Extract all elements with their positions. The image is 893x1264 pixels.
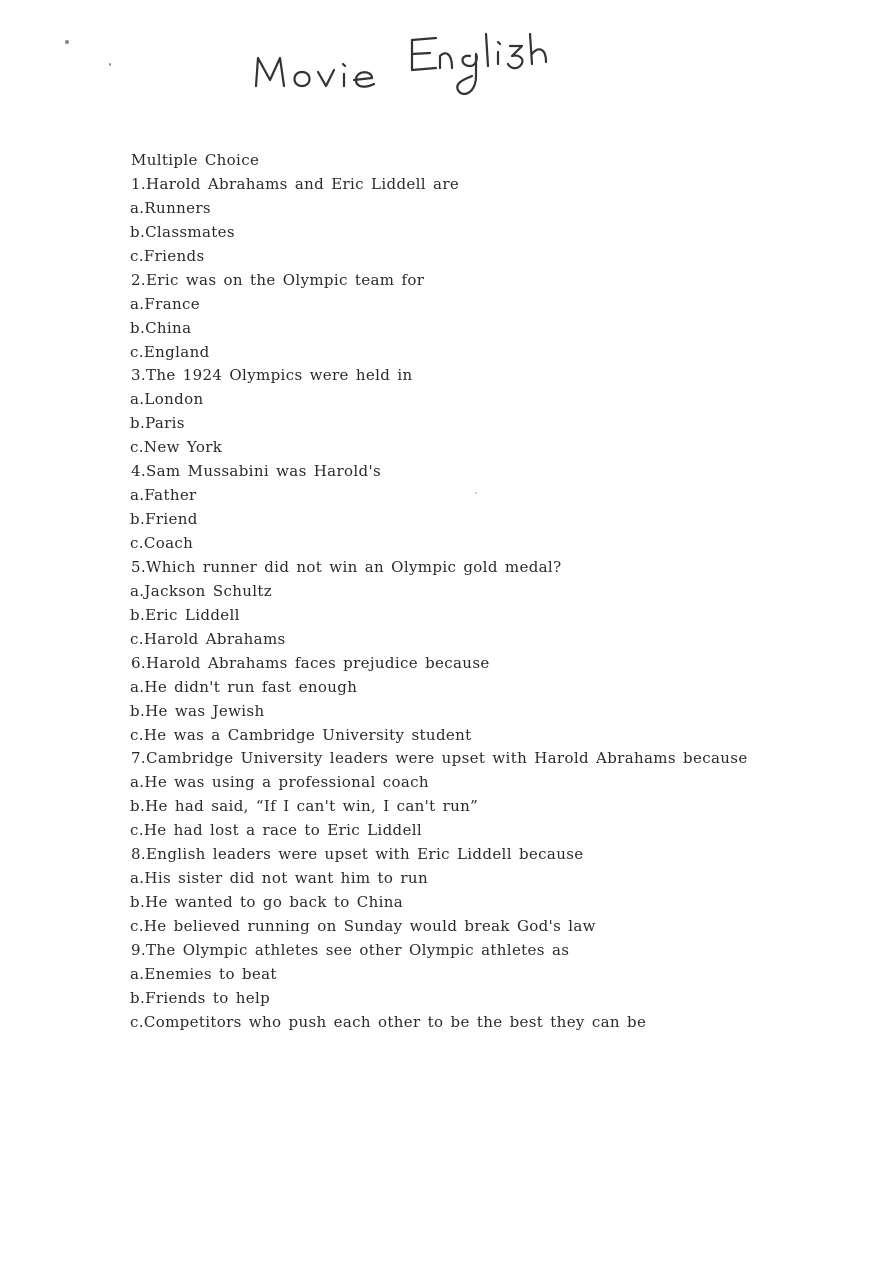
question-6-option-c: c.He was a Cambridge University student <box>130 725 472 744</box>
question-3-option-a: a.London <box>130 390 204 409</box>
question-3: 3.The 1924 Olympics were held in <box>131 366 413 385</box>
question-2-option-a: a.France <box>130 294 200 313</box>
question-8: 8.English leaders were upset with Eric Liddell because <box>131 845 584 864</box>
quiz-heading: Multiple Choice <box>131 151 260 169</box>
question-1: 1.Harold Abrahams and Eric Liddell are <box>131 174 460 193</box>
question-7-option-a: a.He was using a professional coach <box>130 773 429 792</box>
question-4-option-b: b.Friend <box>130 510 198 529</box>
question-5-option-b: b.Eric Liddell <box>130 605 240 624</box>
question-5-option-c: c.Harold Abrahams <box>130 629 286 648</box>
question-2-option-c: c.England <box>130 342 210 361</box>
question-9: 9.The Olympic athletes see other Olympic athletes as <box>131 940 570 959</box>
scan-speck <box>109 63 111 66</box>
question-8-option-a: a.His sister did not want him to run <box>130 869 428 888</box>
question-2-option-b: b.China <box>130 318 192 337</box>
question-6: 6.Harold Abrahams faces prejudice because <box>131 653 490 672</box>
question-2: 2.Eric was on the Olympic team for <box>131 270 425 289</box>
question-9-option-c: c.Competitors who push each other to be the best they can be <box>130 1012 647 1031</box>
question-3-option-c: c.New York <box>130 438 223 457</box>
scan-speck <box>65 40 69 44</box>
question-5: 5.Which runner did not win an Olympic gold medal? <box>131 557 562 576</box>
question-8-option-b: b.He wanted to go back to China <box>130 893 404 912</box>
quiz <box>131 149 871 1035</box>
handwritten-title <box>240 20 570 110</box>
question-9-option-b: b.Friends to help <box>130 988 271 1007</box>
question-9-option-a: a.Enemies to beat <box>130 964 277 983</box>
question-1-option-b: b.Classmates <box>130 222 235 241</box>
question-7: 7.Cambridge University leaders were upset with Harold Abrahams because <box>131 749 748 768</box>
question-7-option-c: c.He had lost a race to Eric Liddell <box>130 821 423 840</box>
handwritten-title-drawing <box>240 20 570 110</box>
question-6-option-b: b.He was Jewish <box>130 701 265 720</box>
question-4-option-a: a.Father <box>130 486 197 505</box>
question-4: 4.Sam Mussabini was Harold's <box>131 462 381 481</box>
question-7-option-b: b.He had said, “If I can't win, I can't run” <box>130 797 479 816</box>
question-1-option-c: c.Friends <box>130 246 205 265</box>
question-4-option-c: c.Coach <box>130 534 194 552</box>
question-5-option-a: a.Jackson Schultz <box>130 581 272 600</box>
question-8-option-c: c.He believed running on Sunday would break God's law <box>130 917 596 935</box>
question-6-option-a: a.He didn't run fast enough <box>130 677 358 696</box>
question-3-option-b: b.Paris <box>130 414 185 433</box>
question-1-option-a: a.Runners <box>130 198 211 217</box>
